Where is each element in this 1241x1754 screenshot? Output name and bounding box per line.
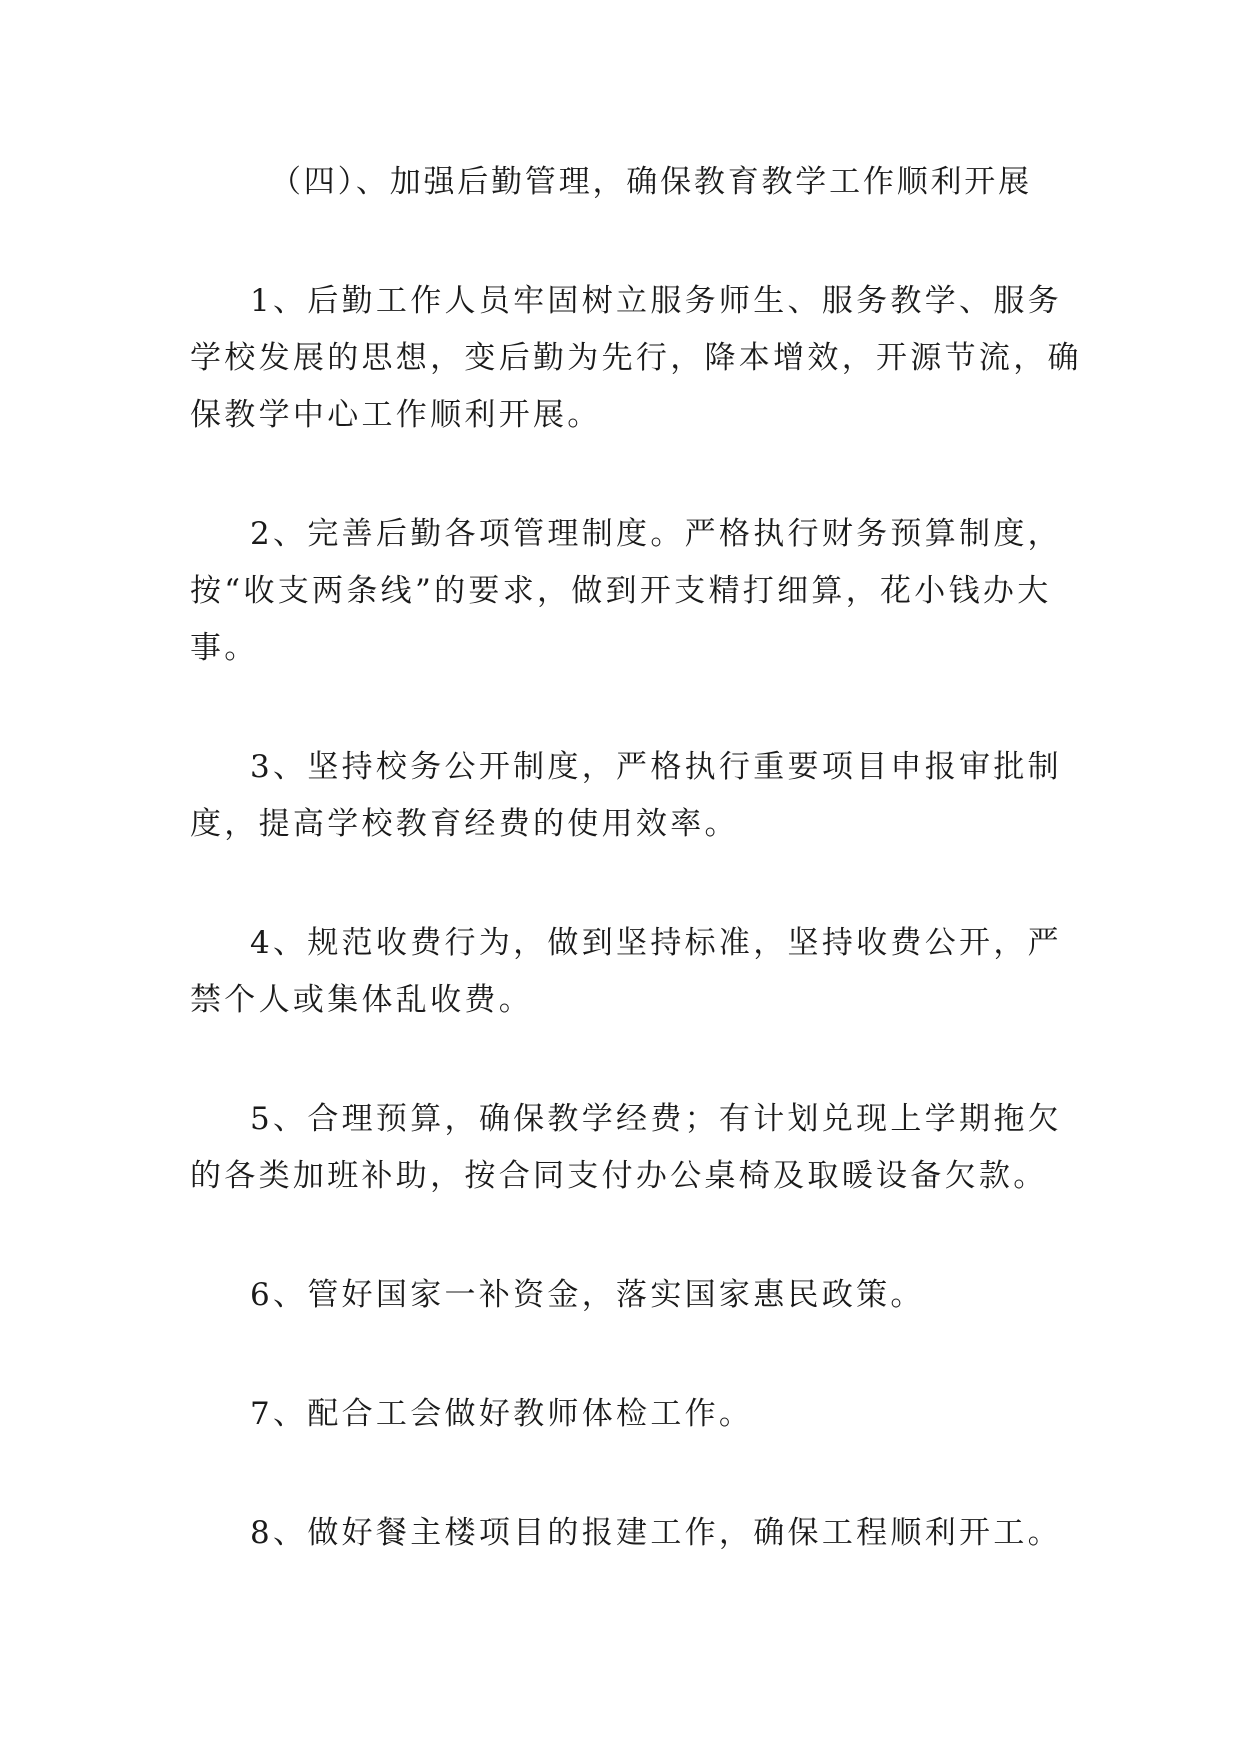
item-3-line-2: 度，提高学校教育经费的使用效率。 — [190, 806, 739, 842]
item-5-line-2: 的各类加班补助，按合同支付办公桌椅及取暖设备欠款。 — [190, 1158, 1048, 1194]
item-1-line-3: 保教学中心工作顺利开展。 — [190, 397, 602, 433]
section-heading: （四）、加强后勤管理，确保教育教学工作顺利开展 — [270, 164, 1032, 200]
item-7-line-1: 7、配合工会做好教师体检工作。 — [250, 1396, 754, 1432]
item-2-line-1: 2、完善后勤各项管理制度。严格执行财务预算制度， — [250, 516, 1062, 552]
item-1-line-2: 学校发展的思想，变后勤为先行，降本增效，开源节流，确 — [190, 340, 1082, 376]
item-1-line-1: 1、后勤工作人员牢固树立服务师生、服务教学、服务 — [250, 283, 1062, 319]
item-4-line-2: 禁个人或集体乱收费。 — [190, 982, 533, 1018]
item-3-line-1: 3、坚持校务公开制度，严格执行重要项目申报审批制 — [250, 749, 1062, 785]
item-5-line-1: 5、合理预算，确保教学经费；有计划兑现上学期拖欠 — [250, 1101, 1062, 1137]
item-8-line-1: 8、做好餐主楼项目的报建工作，确保工程顺利开工。 — [250, 1515, 1062, 1551]
item-6-line-1: 6、管好国家一补资金，落实国家惠民政策。 — [250, 1277, 925, 1313]
item-2-line-2: 按“收支两条线”的要求，做到开支精打细算，花小钱办大 — [190, 573, 1052, 609]
item-2-line-3: 事。 — [190, 630, 259, 666]
item-4-line-1: 4、规范收费行为，做到坚持标准，坚持收费公开，严 — [250, 925, 1062, 961]
